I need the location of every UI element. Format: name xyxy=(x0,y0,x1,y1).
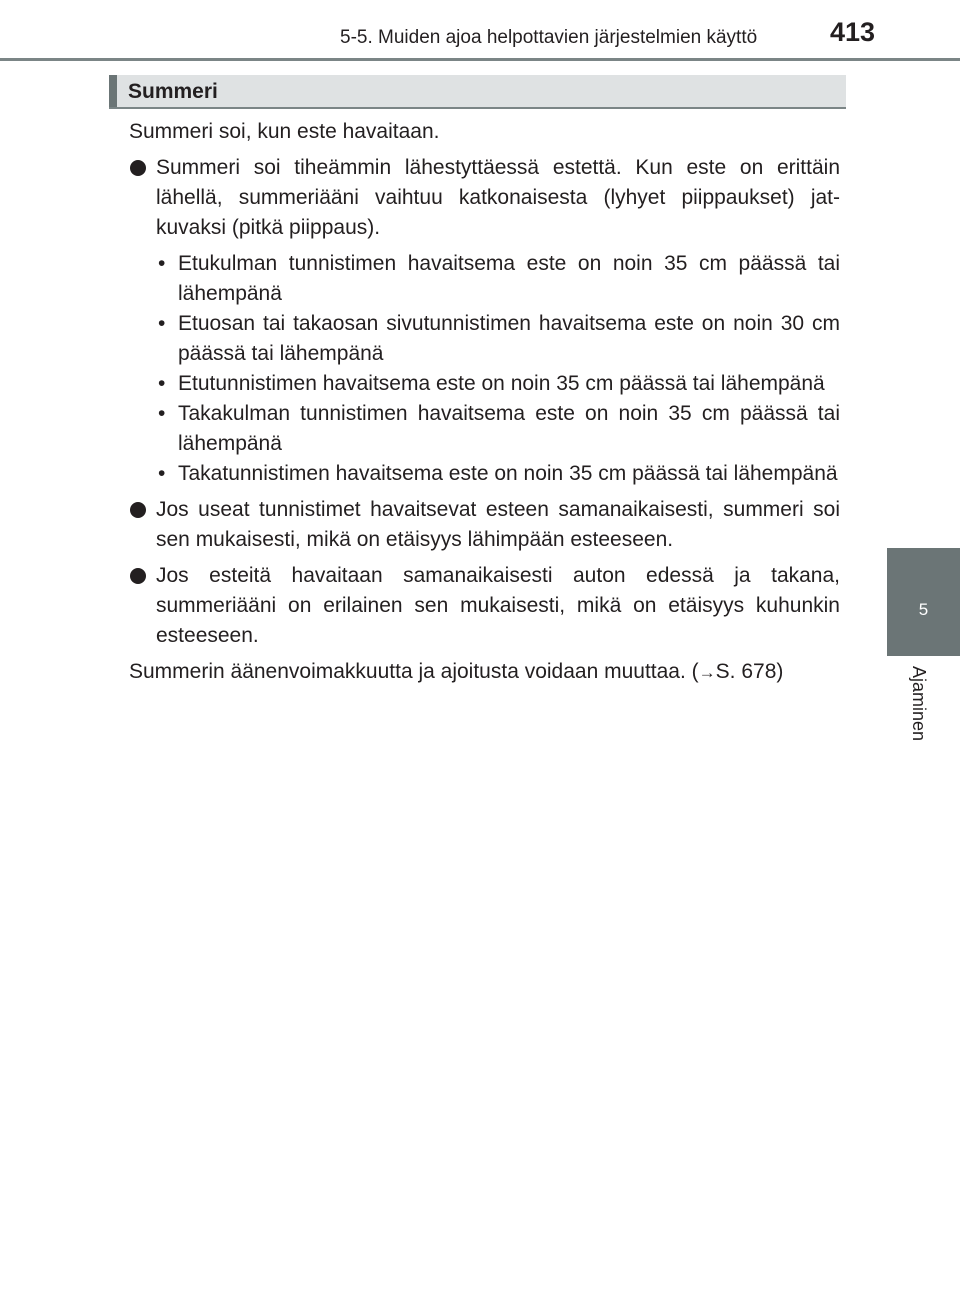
sub-list-item xyxy=(129,399,840,459)
sub-item-text: Etukulman tunnistimen havaitsema este on noin 35 cm päässä tai lähempänä xyxy=(178,252,840,305)
bullet-item xyxy=(129,561,840,651)
arrow-right-icon: → xyxy=(698,663,716,682)
running-header: 5-5. Muiden ajoa helpottavien järjestelmien käyttö xyxy=(340,27,758,48)
reference-open-paren: ( xyxy=(691,660,699,683)
outro-text: Summerin äänenvoimakkuutta ja ajoitusta voidaan muuttaa. xyxy=(129,660,686,683)
sub-bullet-marker: • xyxy=(158,372,166,395)
bullet-text: Jos esteitä havaitaan samanaikaisesti auton edessä ja takana, summeriääni on erilainen sen mukaisesti, mikä on etäisyys kuhunkin esteeseen. xyxy=(156,564,840,647)
sub-bullet-marker: • xyxy=(158,462,166,485)
bullet-dot-icon xyxy=(130,160,146,176)
sub-bullet-marker: • xyxy=(158,312,166,335)
chapter-tab xyxy=(887,548,960,656)
sub-list-item xyxy=(129,249,840,309)
sub-list-item xyxy=(129,459,840,489)
header-rule xyxy=(0,58,960,61)
reference-text: S. 678) xyxy=(715,660,784,683)
chapter-label: Ajaminen xyxy=(909,666,929,742)
sub-list-item xyxy=(129,369,840,399)
bullet-item xyxy=(129,495,840,555)
intro-paragraph: Summeri soi, kun este havaitaan. xyxy=(129,120,440,143)
outro-paragraph xyxy=(129,657,840,688)
section-heading-box xyxy=(109,75,846,109)
sub-bullet-marker: • xyxy=(158,252,166,275)
sub-item-text: Etuosan tai takaosan sivutunnistimen havaitsema este on noin 30 cm päässä tai lähempänä xyxy=(178,312,840,365)
sub-bullet-marker: • xyxy=(158,402,166,425)
page-reference[interactable] xyxy=(692,660,784,683)
bullet-item xyxy=(129,153,840,243)
sub-item-text: Takatunnistimen havaitsema este on noin 35 cm päässä tai lähempänä xyxy=(178,462,838,485)
bullet-text: Summeri soi tiheämmin lähestyttäessä estettä. Kun este on erittäin lähellä, summeriääni vaihtuu katkonaisesta (lyhyet piippaukset) jatkuvaksi (pitkä piippaus). xyxy=(156,156,840,239)
body-content xyxy=(129,117,840,694)
bullet-dot-icon xyxy=(130,568,146,584)
bullet-text: Jos useat tunnistimet havaitsevat esteen samanaikaisesti, summeri soi sen mukaisesti, mikä on etäisyys lähimpään esteeseen. xyxy=(156,498,840,551)
chapter-number: 5 xyxy=(918,600,929,619)
sub-item-text: Etutunnistimen havaitsema este on noin 35 cm päässä tai lähempänä xyxy=(178,372,825,395)
sub-list xyxy=(129,249,840,489)
section-title: Summeri xyxy=(128,80,218,103)
page-number: 413 xyxy=(830,17,876,47)
bullet-dot-icon xyxy=(130,502,146,518)
sub-list-item xyxy=(129,309,840,369)
section-heading-bar xyxy=(109,75,117,107)
sub-item-text: Takakulman tunnistimen havaitsema este on noin 35 cm päässä tai lähempänä xyxy=(178,402,840,455)
